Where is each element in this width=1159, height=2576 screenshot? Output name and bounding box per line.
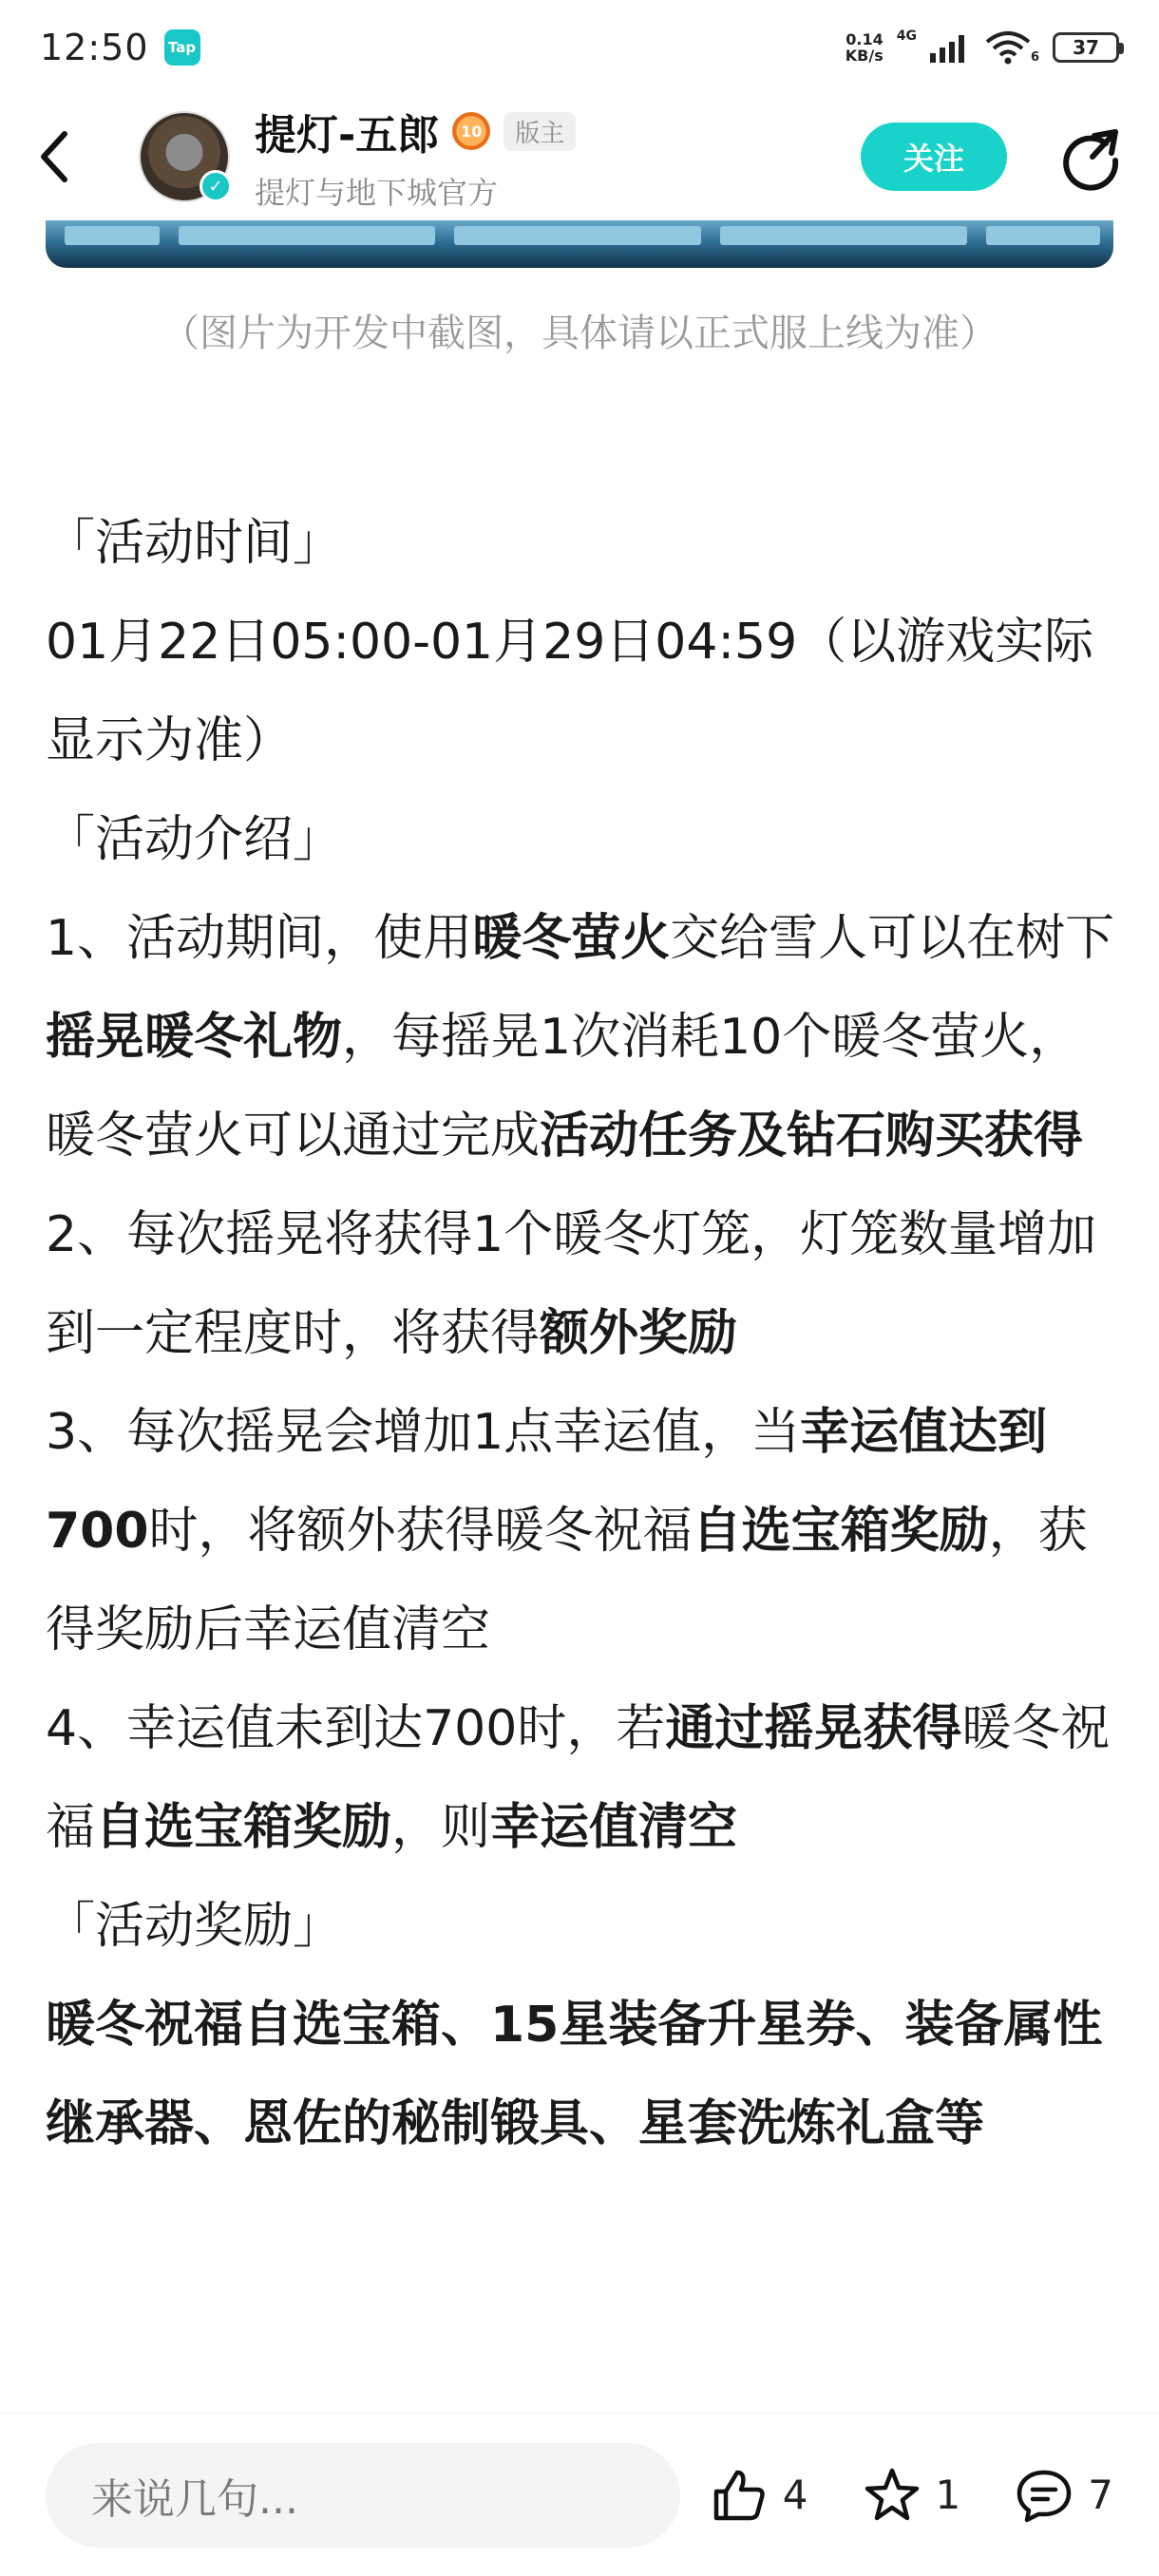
intro-item-1: 1、活动期间，使用暖冬萤火交给雪人可以在树下摇晃暖冬礼物，每摇晃1次消耗10个暖冬萤火，暖冬萤火可以通过完成活动任务及钻石购买获得 <box>46 910 1115 1165</box>
share-icon <box>1056 123 1125 191</box>
status-indicators <box>846 30 1119 65</box>
author-name[interactable]: 提灯-五郎 <box>255 111 440 160</box>
favorite-count: 1 <box>935 2472 961 2518</box>
post-actions <box>709 2465 1113 2526</box>
signal-icon <box>930 32 972 63</box>
level-badge: 10 <box>452 112 490 150</box>
wifi-icon <box>985 30 1031 65</box>
tap-app-icon: Tap <box>164 29 200 66</box>
section-heading-time: 「活动时间」 <box>46 515 343 572</box>
comment-count: 7 <box>1088 2472 1113 2518</box>
image-caption: （图片为开发中截图，具体请以正式服上线为准） <box>162 312 998 355</box>
wifi-level: 6 <box>1030 50 1039 65</box>
moderator-tag: 版主 <box>504 112 576 151</box>
thumbs-up-icon <box>709 2465 770 2526</box>
author-info <box>255 101 576 213</box>
comment-bubble-icon <box>1014 2465 1074 2526</box>
post-header <box>0 95 1159 218</box>
comment-button[interactable] <box>1014 2465 1113 2526</box>
verified-icon: ✓ <box>200 170 232 202</box>
star-icon <box>862 2465 922 2526</box>
wifi-indicator <box>985 30 1039 65</box>
status-time: 12:50 <box>40 27 149 68</box>
share-button[interactable] <box>1056 123 1125 191</box>
network-type: 4G <box>896 28 917 44</box>
author-subtitle: 提灯与地下城官方 <box>255 175 499 211</box>
section-heading-intro: 「活动介绍」 <box>46 811 343 868</box>
avatar[interactable] <box>139 111 230 202</box>
chevron-left-icon <box>34 128 72 185</box>
comment-input[interactable]: 来说几句... <box>46 2443 680 2548</box>
like-count: 4 <box>782 2472 808 2518</box>
post-image[interactable] <box>46 220 1113 268</box>
intro-item-2: 2、每次摇晃将获得1个暖冬灯笼，灯笼数量增加到一定程度时，将获得额外奖励 <box>46 1206 1097 1362</box>
battery-icon: 37 <box>1053 32 1119 63</box>
favorite-button[interactable] <box>862 2465 961 2526</box>
like-button[interactable] <box>709 2465 808 2526</box>
back-button[interactable] <box>34 119 110 195</box>
post-body <box>46 494 1119 2173</box>
activity-time: 01月22日05:00-01月29日04:59（以游戏实际显示为准） <box>46 614 1094 769</box>
intro-item-3: 3、每次摇晃会增加1点幸运值，当幸运值达到700时，将额外获得暖冬祝福自选宝箱奖励，获得奖励后幸运值清空 <box>46 1404 1088 1658</box>
reward-list: 暖冬祝福自选宝箱、15星装备升星券、装备属性继承器、恩佐的秘制锻具、星套洗炼礼盒等 <box>46 1997 1103 2152</box>
status-bar <box>0 0 1159 95</box>
follow-button[interactable]: 关注 <box>861 123 1007 191</box>
section-heading-reward: 「活动奖励」 <box>46 1898 343 1955</box>
network-speed: 0.14 KB/s <box>845 30 884 65</box>
intro-item-4: 4、幸运值未到达700时，若通过摇晃获得暖冬祝福自选宝箱奖励，则幸运值清空 <box>46 1700 1111 1856</box>
bottom-action-bar <box>0 2413 1159 2576</box>
